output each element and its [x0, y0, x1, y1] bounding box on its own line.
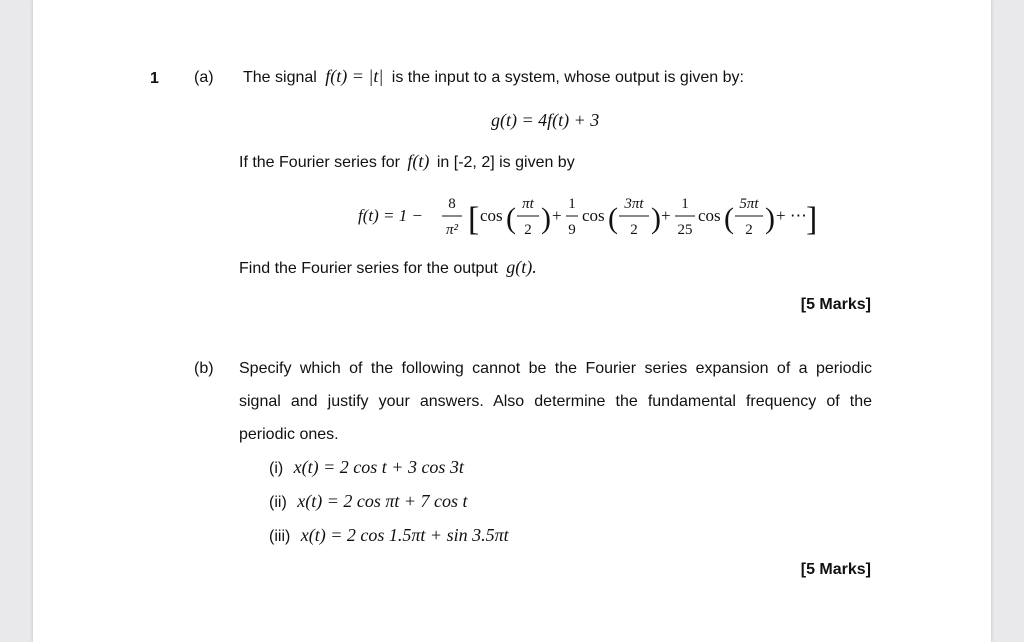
- question-number: 1: [150, 70, 159, 87]
- list-item: [269, 457, 464, 478]
- find-instruction: [239, 257, 537, 278]
- formula-lhs: f(t) = 1 −: [358, 206, 423, 225]
- list-item: [269, 491, 468, 512]
- part-b-label: (b): [194, 360, 214, 377]
- part-a-marks: [5 Marks]: [800, 296, 871, 313]
- cos-2: cos: [582, 206, 605, 225]
- intro-after-text: is the input to a system, whose output is given by:: [391, 69, 744, 86]
- coef-numerator: 8: [448, 196, 456, 212]
- item-iii-label: (iii): [269, 528, 291, 545]
- paren-open-3: (: [724, 202, 734, 235]
- plus-2: +: [661, 206, 671, 225]
- term2-denominator: 2: [630, 222, 638, 238]
- open-bracket: [: [468, 201, 480, 238]
- fourier-series-formula: [358, 188, 828, 252]
- coef-denominator: π²: [445, 222, 459, 238]
- part-b-line-1: Specify which of the following cannot be the Fourier series expansion of a periodic: [239, 360, 872, 377]
- paren-open-2: (: [608, 202, 618, 235]
- fourier-intro-after: in [-2, 2] is given by: [436, 154, 575, 171]
- paren-close-2: ): [651, 202, 661, 235]
- paren-open-1: (: [506, 202, 516, 235]
- frac2-denominator: 9: [568, 222, 576, 238]
- g-definition: g(t) = 4f(t) + 3: [491, 110, 600, 130]
- part-a-intro: [243, 66, 744, 87]
- close-bracket: ]: [806, 201, 818, 238]
- find-text: Find the Fourier series for the output: [239, 260, 498, 277]
- item-i-expr: x(t) = 2 cos t + 3 cos 3t: [293, 457, 464, 477]
- frac2-numerator: 1: [568, 196, 576, 212]
- find-func: g(t).: [506, 257, 537, 277]
- fourier-intro: [239, 151, 575, 172]
- part-b-line-2: signal and justify your answers. Also determine the fundamental frequency of the: [239, 393, 872, 410]
- item-ii-expr: x(t) = 2 cos πt + 7 cos t: [297, 491, 468, 511]
- list-item: [269, 525, 509, 546]
- cos-3: cos: [698, 206, 721, 225]
- term1-numerator: πt: [522, 196, 534, 212]
- item-iii-expr: x(t) = 2 cos 1.5πt + sin 3.5πt: [300, 525, 509, 545]
- formula-tail: + ⋯: [776, 206, 807, 225]
- term3-numerator: 5πt: [739, 196, 759, 212]
- intro-before-text: The signal: [243, 69, 317, 86]
- paren-close-3: ): [765, 202, 775, 235]
- fourier-intro-before: If the Fourier series for: [239, 154, 400, 171]
- cos-1: cos: [480, 206, 503, 225]
- f-definition: f(t) = |t|: [325, 66, 384, 86]
- term1-denominator: 2: [524, 222, 532, 238]
- part-b-line-3: periodic ones.: [239, 426, 339, 443]
- frac3-numerator: 1: [681, 196, 689, 212]
- part-b-marks: [5 Marks]: [800, 561, 871, 578]
- part-a-label: (a): [194, 69, 214, 86]
- frac3-denominator: 25: [677, 222, 693, 238]
- item-i-label: (i): [269, 460, 284, 477]
- paren-close-1: ): [541, 202, 551, 235]
- term3-denominator: 2: [745, 222, 753, 238]
- term2-numerator: 3πt: [624, 196, 644, 212]
- plus-1: +: [552, 206, 562, 225]
- document-page: [33, 0, 991, 642]
- fourier-intro-func: f(t): [407, 151, 430, 171]
- item-ii-label: (ii): [269, 494, 287, 511]
